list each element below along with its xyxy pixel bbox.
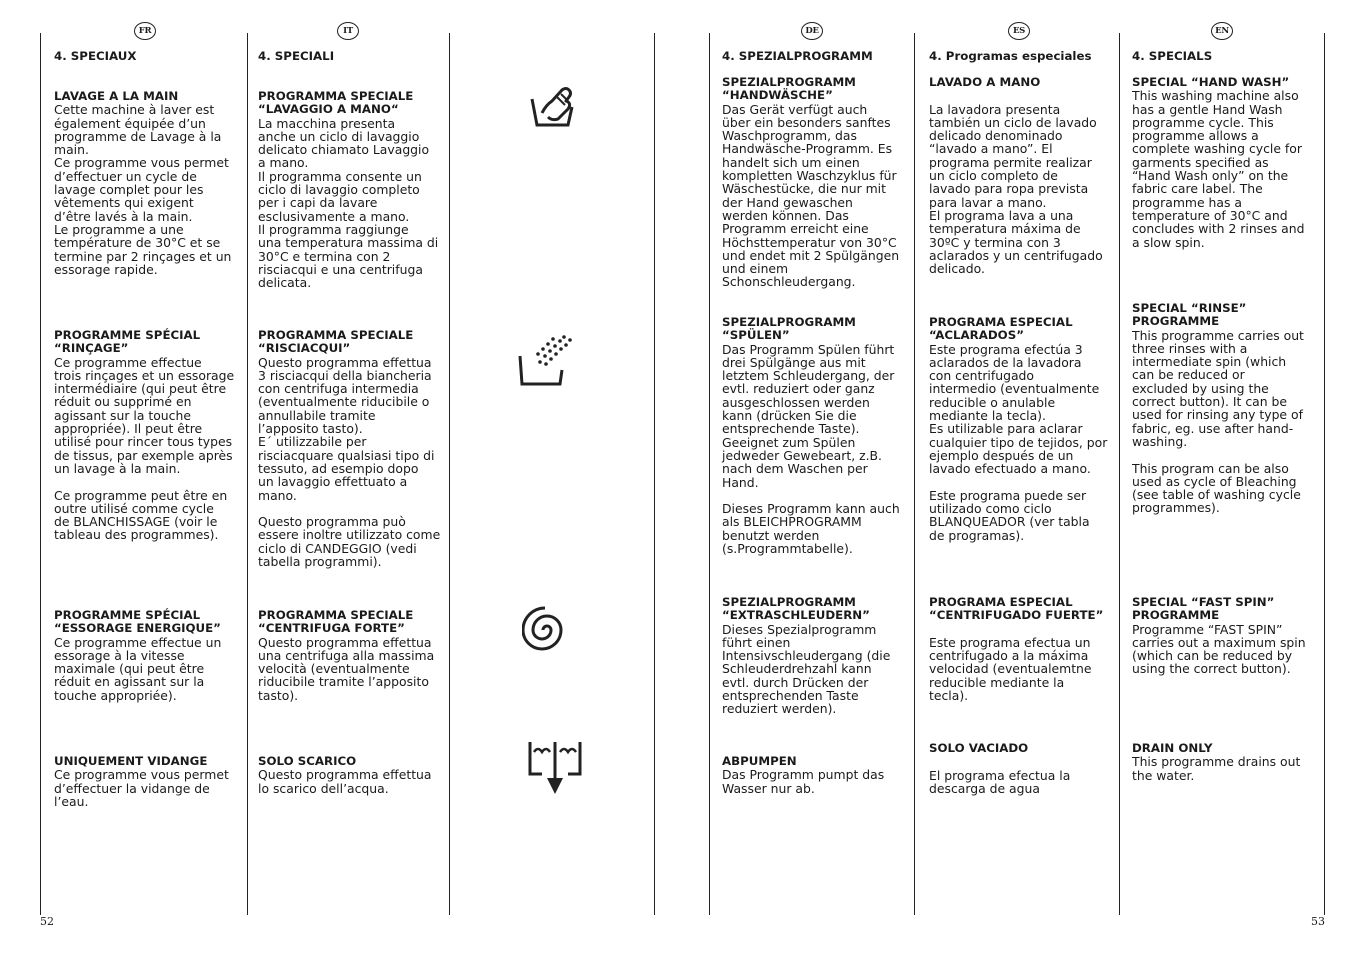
section-title: 4. Programas especiales [929,49,1092,63]
program-text: Questo programma effettua lo scarico dell’acqua. [258,767,432,796]
program-text: Das Programm Spülen führt drei Spülgänge aus mit letztem Schleudergang, der evtl. reduziert oder ganz ausgeschlossen werden kann (drücken Sie die entsprechende Taste). Geeignet zum Spülen jedweder Gewebeart, z.B. nach dem Waschen per Hand. Dieses Programm kann auch als BLEICHPROGRAMM benutzt werden (s.Programmtabelle). [722,341,900,557]
program-heading: SPEZIALPROGRAMM “EXTRASCHLEUDERN” [722,595,870,623]
drain-icon [526,738,584,800]
lang-badge-it: IT [337,22,359,40]
program-hand-wash [722,76,906,289]
column-fr [54,49,238,809]
program-spin [1132,596,1316,676]
section-title: 4. SPECIALI [258,49,335,63]
program-heading: PROGRAMMA SPECIALE “CENTRIFUGA FORTE” [258,608,414,636]
program-drain [258,755,442,795]
program-text: Este programa efectua un centrifugado a la máxima velocidad (eventualemtne reducible mediante la tecla). [929,634,1092,704]
program-text: This washing machine also has a gentle Hand Wash programme cycle. This programme allows a complete washing cycle for garments specified as “Hand Wash only” on the fabric care label. The programme has a temperature of 30°C and concludes with 2 rinses and a slow spin. [1132,88,1305,250]
program-spin [54,609,238,702]
program-heading: ABPUMPEN [722,754,797,768]
program-rinse [258,329,442,568]
program-heading: SPECIAL “RINSE” PROGRAMME [1132,301,1247,329]
program-text: Questo programma effettua 3 risciacqui della biancheria con centrifuga intermedia (eventualmente riducibile o annullabile tramite l’apposito tasto). E´ utilizzabile per risciacquare qualsiasi tipo di tessuto, ad esempio dopo un lavaggio effettuato a mano. Questo programma può essere inoltre utilizzato come ciclo di CANDEGGIO (vedi tabella programmi). [258,354,441,570]
program-text: Programme “FAST SPIN” carries out a maximum spin (which can be reduced by using the correct button). [1132,621,1306,677]
lang-badge-fr: FR [134,22,156,40]
column-de [722,49,906,796]
program-text: Dieses Spezialprogramm führt einen Intensivschleudergang (die Schleuderdrehzahl kann evtl. durch Drücken der entsprechenden Taste reduziert werden). [722,621,891,717]
program-heading: PROGRAMME SPÉCIAL “ESSORAGE ENERGIQUE” [54,608,221,636]
program-heading: DRAIN ONLY [1132,741,1213,755]
column-rule [1324,33,1325,915]
program-heading: LAVAGE A LA MAIN [54,89,179,103]
program-text: Das Programm pumpt das Wasser nur ab. [722,767,885,796]
program-heading: PROGRAMA ESPECIAL “CENTRIFUGADO FUERTE” [929,595,1104,623]
page-number-right: 53 [1311,915,1325,928]
program-text: This programme drains out the water. [1132,754,1301,783]
column-rule [709,33,710,915]
program-heading: SPEZIALPROGRAMM “HANDWÄSCHE” [722,75,856,103]
program-heading: SPECIAL “HAND WASH” [1132,75,1290,89]
column-rule [654,33,655,915]
program-text: El programa efectua la descarga de agua [929,767,1071,796]
program-drain [722,755,906,795]
lang-badge-es: ES [1008,22,1030,40]
program-rinse [929,316,1113,542]
program-hand-wash [54,90,238,276]
program-heading: SOLO SCARICO [258,754,357,768]
program-text: Ce programme effectue trois rinçages et un essorage intermédiaire (qui peut être réduit ou supprimé en agissant sur la touche appropriée). Il peut être utilisé pour rincer tous types de tissus, par exemple après un lavage à la main. Ce programme peut être en outre utilisé comme cycle de BLANCHISSAGE (voir le tableau des programmes). [54,354,235,543]
column-it [258,49,442,796]
program-drain [54,755,238,808]
program-drain [1132,742,1316,782]
section-title: 4. SPECIALS [1132,49,1213,63]
hand-wash-icon [528,85,580,133]
program-heading: PROGRAMMA SPECIALE “RISCIACQUI” [258,328,414,356]
program-spin [258,609,442,702]
spin-icon [522,605,572,659]
program-text: Questo programma effettua una centrifuga alla massima velocità (eventualmente riducibile tramite l’apposito tasto). [258,634,435,703]
program-hand-wash [929,76,1113,275]
page-number-left: 52 [40,915,54,928]
lang-badge-de: DE [801,22,823,40]
section-title: 4. SPECIAUX [54,49,137,63]
program-text: This programme carries out three rinses with a intermediate spin (which can be reduced or excluded by using the correct button). It can be used for rinsing any type of fabric, eg. use after hand- washing. This program can be also used as cycle of Bleaching (see table of washing cycle programmes). [1132,327,1304,516]
column-rule [40,33,41,915]
program-heading: PROGRAMA ESPECIAL “ACLARADOS” [929,315,1073,343]
program-heading: PROGRAMMA SPECIALE “LAVAGGIO A MANO“ [258,89,414,117]
program-heading: SPEZIALPROGRAMM “SPÜLEN” [722,315,856,343]
column-rule [449,33,450,915]
program-text: La macchina presenta anche un ciclo di lavaggio delicato chiamato Lavaggio a mano. Il programma consente un ciclo di lavaggio completo per i capi da lavare esclusivamente a mano. Il programma raggiunge una temperatura massima di 30°C e termina con 2 risciacqui e una centrifuga delicata. [258,115,439,291]
program-spin [929,596,1113,702]
program-text: Este programa efectúa 3 aclarados de la lavadora con centrifugado intermedio (eventualmente reducible o anulable mediante la tecla). Es utilizable para aclarar cualquier tipo de tejidos, por ejemplo después de un lavado efectuado a mano. Este programa puede ser utilizado como ciclo BLANQUEADOR (ver tabla de programas). [929,341,1108,543]
program-drain [929,742,1113,795]
column-rule [1119,33,1120,915]
column-rule [247,33,248,915]
program-heading: LAVADO A MANO [929,75,1041,89]
program-text: La lavadora presenta también un ciclo de lavado delicado denominado “lavado a mano”. El programa permite realizar un ciclo completo de lavado para ropa prevista para lavar a mano. El programa lava a una temperatura máxima de 30ºC y termina con 3 aclarados y un centrifugado delicado. [929,101,1103,277]
column-es [929,49,1113,796]
program-heading: SOLO VACIADO [929,741,1029,755]
program-hand-wash [1132,76,1316,249]
program-spin [722,596,906,716]
program-hand-wash [258,90,442,289]
program-text: Ce programme vous permet d’effectuer la vidange de l’eau. [54,767,229,809]
lang-badge-en: EN [1211,22,1233,40]
program-heading: UNIQUEMENT VIDANGE [54,754,208,768]
program-heading: PROGRAMME SPÉCIAL “RINÇAGE” [54,328,201,356]
program-rinse [1132,302,1316,515]
rinse-icon [516,334,576,392]
column-rule [914,33,915,915]
program-text: Cette machine à laver est également équipée d’un programme de Lavage à la main. Ce programme vous permet d’effectuer un cycle de lavage complet pour les vêtements qui exigent d’être lavés à la main. Le programme a une température de 30°C et se termine par 2 rinçages et un essorage rapide. [54,102,232,277]
program-heading: SPECIAL “FAST SPIN” PROGRAMME [1132,595,1275,623]
section-title: 4. SPEZIALPROGRAMM [722,49,873,63]
program-rinse [54,329,238,542]
program-text: Das Gerät verfügt auch über ein besonders sanftes Waschprogramm, das Handwäsche-Programm. Es handelt sich um einen kompletten Waschzyklus für Wäschestücke, die nur mit der Hand gewaschen werden können. Das Programm erreicht eine Höchsttemperatur von 30°C und endet mit 2 Spülgängen und einem Schonschleudergang. [722,101,900,290]
program-text: Ce programme effectue un essorage à la vitesse maximale (qui peut être réduit en agissant sur la touche appropriée). [54,634,222,703]
column-en [1132,49,1316,783]
program-rinse [722,316,906,555]
